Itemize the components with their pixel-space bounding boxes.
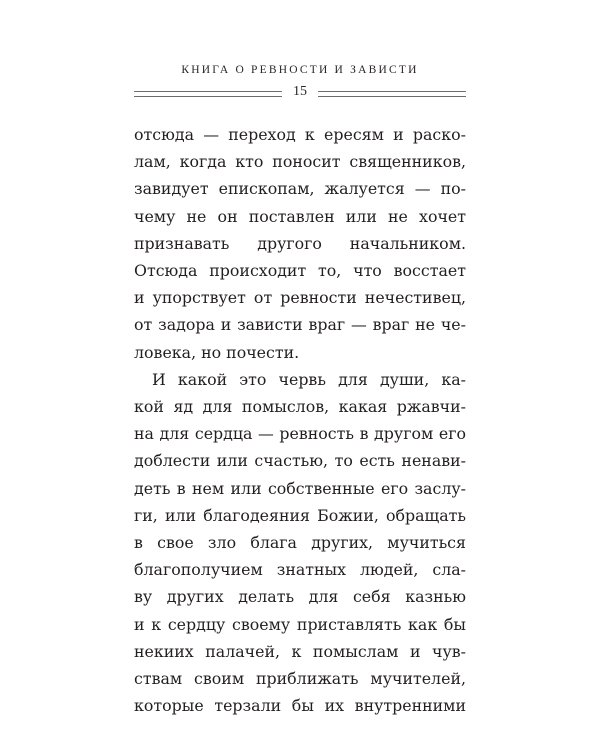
- text-line: ствам своим приближать мучителей,: [134, 669, 466, 689]
- text-line: и к сердцу своему приставлять как бы: [134, 614, 466, 634]
- text-line: завидует епископам, жалуется — по-: [134, 179, 466, 199]
- text-line: которые терзали бы их внутренними: [134, 696, 466, 716]
- text-line: деть в нем или собственные его заслу-: [134, 478, 466, 498]
- text-line: благополучием знатных людей, сла-: [134, 560, 466, 580]
- paragraph-1: [134, 121, 466, 366]
- running-header: КНИГА О РЕВНОСТИ И ЗАВИСТИ: [181, 64, 419, 76]
- paragraph-2: [134, 366, 466, 720]
- text-line: от задора и зависти враг — враг не че-: [134, 315, 466, 335]
- header-rule-right: [318, 91, 466, 97]
- page-number: 15: [293, 84, 307, 99]
- text-line: ги, или благодеяния Божии, обращать: [134, 505, 466, 525]
- text-line: лам, когда кто поносит священников,: [134, 152, 466, 172]
- text-line: и упорствует от ревности нечестивец,: [134, 288, 466, 308]
- text-line: И какой это червь для души, ка-: [152, 369, 466, 389]
- text-line: Отсюда происходит то, что восстает: [134, 261, 466, 281]
- text-line: кой яд для помыслов, какая ржавчи-: [134, 397, 466, 417]
- text-line: отсюда — переход к ересям и раско-: [134, 125, 466, 144]
- text-line: ловека, но почести.: [134, 342, 300, 362]
- text-line: в свое зло блага других, мучиться: [134, 533, 466, 553]
- text-line: ву других делать для себя казнью: [134, 587, 466, 607]
- body-text: [134, 121, 466, 719]
- text-line: на для сердца — ревность в другом его: [134, 424, 466, 444]
- header-rule-left: [134, 91, 282, 97]
- text-line: чему не он поставлен или не хочет: [134, 206, 466, 226]
- text-line: доблести или счастью, то есть ненави-: [134, 451, 466, 471]
- text-line: признавать другого начальником.: [134, 233, 466, 253]
- text-line: некиих палачей, к помыслам и чув-: [134, 641, 466, 661]
